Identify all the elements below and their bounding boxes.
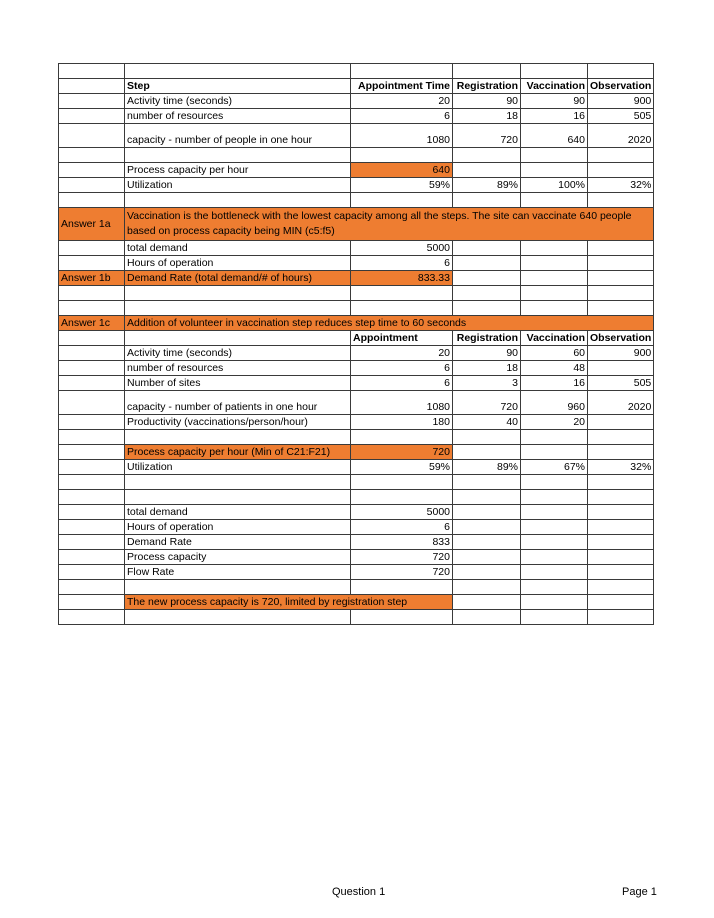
cell-value: 1080 [351,391,453,415]
spreadsheet-table [58,63,654,625]
header-appointment-time: Appointment Time [351,79,453,94]
cell-value: 32% [588,460,654,475]
table2-capacity-row [59,391,654,415]
table2-activity-row [59,346,654,361]
row-label: Number of sites [125,376,351,391]
table1-utilization-row [59,178,654,193]
cell-value: 6 [351,109,453,124]
cell-value: 90 [453,94,521,109]
row-label: Flow Rate [125,565,351,580]
cell-value: 48 [521,361,588,376]
summary-hours-row [59,520,654,535]
cell-value: 833 [351,535,453,550]
table2-resources-row [59,361,654,376]
cell-value: 20 [521,415,588,430]
sheet-row [59,124,654,148]
answer-1c-text: Addition of volunteer in vaccination step reduces step time to 60 seconds [125,316,654,331]
summary-demand-rate-row [59,535,654,550]
process-capacity-value: 720 [351,445,453,460]
cell-value: 180 [351,415,453,430]
cell-value: 89% [453,460,521,475]
table2-utilization-row [59,460,654,475]
cell-value: 720 [351,550,453,565]
row-label: Activity time (seconds) [125,346,351,361]
demand-hours-row [59,256,654,271]
row-label: Activity time (seconds) [125,94,351,109]
cell-value: 720 [453,391,521,415]
row-label: Productivity (vaccinations/person/hour) [125,415,351,430]
cell-value: 640 [521,124,588,148]
cell-value: 67% [521,460,588,475]
cell-value: 16 [521,376,588,391]
cell-value: 59% [351,178,453,193]
row-label: capacity - number of people in one hour [125,124,351,148]
answer-1b-row [59,271,654,286]
footer-sheet-name: Question 1 [332,886,386,898]
row-label: number of resources [125,109,351,124]
cell-value: 900 [588,346,654,361]
sheet-row [59,490,654,505]
answer-1b-label: Demand Rate (total demand/# of hours) [125,271,351,286]
row-label: number of resources [125,361,351,376]
row-label: Hours of operation [125,520,351,535]
summary-flow-rate-row [59,565,654,580]
answer-1a-tag: Answer 1a [59,208,125,241]
cell-value: 505 [588,376,654,391]
row-label: capacity - number of patients in one hour [125,391,351,415]
cell-value: 90 [521,94,588,109]
cell-value: 40 [453,415,521,430]
sheet-row [59,286,654,301]
cell-value: 5000 [351,505,453,520]
table1-header-row [59,79,654,94]
summary-total-demand-row [59,505,654,520]
answer-1a-row [59,208,654,241]
cell-value: 89% [453,178,521,193]
cell-value: 16 [521,109,588,124]
cell-value: 1080 [351,124,453,148]
table2-header-row [59,331,654,346]
cell-value: 59% [351,460,453,475]
sheet-row [59,64,654,79]
table1-activity-row [59,94,654,109]
conclusion-row [59,595,654,610]
cell-value: 90 [453,346,521,361]
row-label: total demand [125,505,351,520]
cell-value: 6 [351,361,453,376]
cell-value: 5000 [351,241,453,256]
answer-1a-text: Vaccination is the bottleneck with the lowest capacity among all the steps. The site can vaccinate 640 people based on process capacity being MIN (c5:f5) [125,208,654,241]
cell-value: 960 [521,391,588,415]
table2-productivity-row [59,415,654,430]
cell-value: 900 [588,94,654,109]
sheet-row [59,430,654,445]
header-observation: Observation [588,79,654,94]
cell-value: 720 [453,124,521,148]
cell-value: 720 [351,565,453,580]
cell-value: 2020 [588,391,654,415]
process-capacity-value: 640 [351,163,453,178]
cell-value: 3 [453,376,521,391]
row-label: total demand [125,241,351,256]
row-label: Process capacity [125,550,351,565]
table2-process-capacity-row [59,445,654,460]
cell-value: 20 [351,346,453,361]
summary-process-capacity-row [59,550,654,565]
table1-resources-row [59,109,654,124]
header-step: Step [125,79,351,94]
header-registration: Registration [453,79,521,94]
cell-value: 505 [588,109,654,124]
cell-value: 6 [351,520,453,535]
cell-value: 20 [351,94,453,109]
answer-1c-tag: Answer 1c [59,316,125,331]
header-appointment: Appointment [351,331,453,346]
header-registration: Registration [453,331,521,346]
row-label: Utilization [125,178,351,193]
row-label: Process capacity per hour (Min of C21:F21) [125,445,351,460]
sheet-row [59,301,654,316]
header-vaccination: Vaccination [521,79,588,94]
cell-value: 2020 [588,124,654,148]
header-vaccination: Vaccination [521,331,588,346]
cell-value: 100% [521,178,588,193]
cell-value: 6 [351,376,453,391]
conclusion-text: The new process capacity is 720, limited by registration step [125,595,453,610]
sheet-row [59,193,654,208]
sheet-row [59,610,654,625]
demand-rate-value: 833.33 [351,271,453,286]
answer-1c-row [59,316,654,331]
row-label: Hours of operation [125,256,351,271]
cell-value: 60 [521,346,588,361]
table2-sites-row [59,376,654,391]
cell-value: 18 [453,361,521,376]
cell-value: 32% [588,178,654,193]
row-label: Utilization [125,460,351,475]
sheet-row [59,148,654,163]
cell-value: 18 [453,109,521,124]
sheet-row [59,475,654,490]
row-label: Demand Rate [125,535,351,550]
row-label: Process capacity per hour [125,163,351,178]
cell-value: 6 [351,256,453,271]
header-observation: Observation [588,331,654,346]
table1-process-capacity-row [59,163,654,178]
demand-total-row [59,241,654,256]
sheet-row [59,580,654,595]
footer-page-number: Page 1 [622,886,657,898]
answer-1b-tag: Answer 1b [59,271,125,286]
